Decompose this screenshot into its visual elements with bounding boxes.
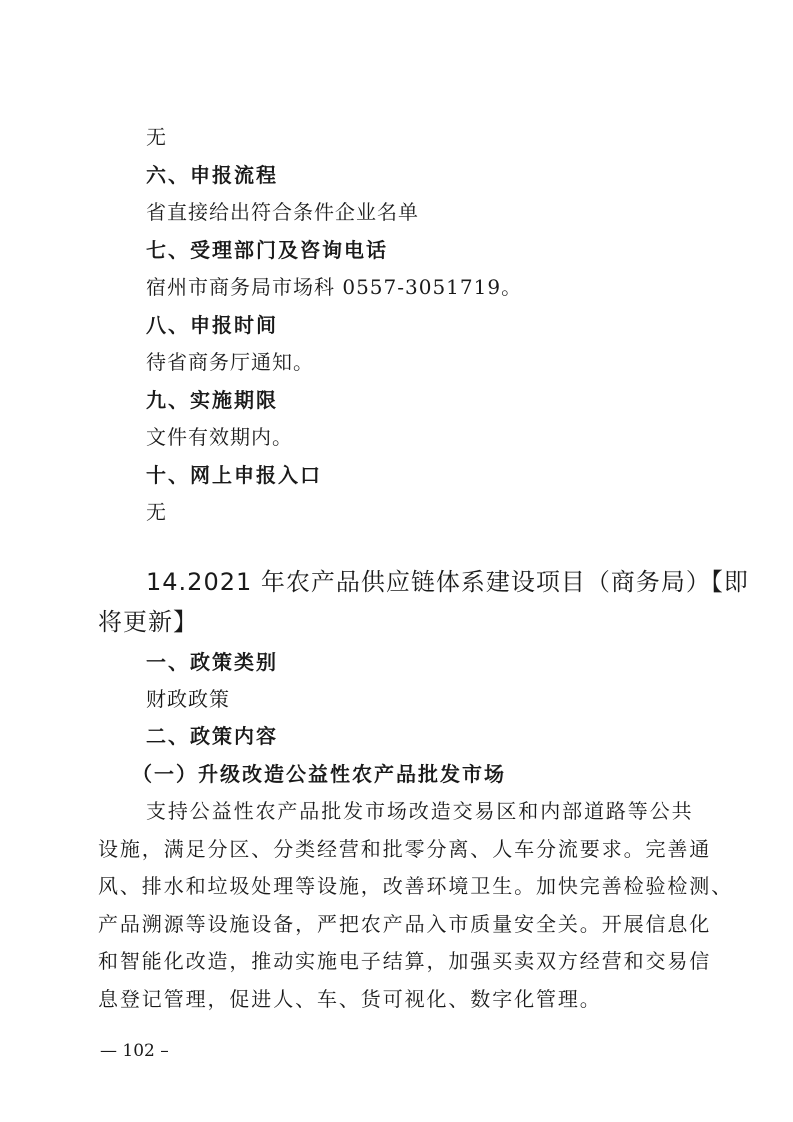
item9-heading: 九、实施期限: [146, 388, 278, 412]
item5-value: 无: [146, 125, 167, 149]
item6-heading: 六、申报流程: [146, 163, 278, 187]
paragraph-line: 风、排水和垃圾处理等设施，改善环境卫生。加快完善检验检测、: [98, 874, 734, 898]
item7-heading: 七、受理部门及咨询电话: [146, 238, 388, 262]
paragraph-line: 产品溯源等设施设备，严把农产品入市质量安全关。开展信息化: [98, 912, 712, 936]
section-title-line2: 将更新】: [98, 608, 198, 636]
item8-heading: 八、申报时间: [146, 313, 278, 337]
item10-heading: 十、网上申报入口: [146, 463, 322, 487]
paragraph-line: 息登记管理，促进人、车、货可视化、数字化管理。: [98, 987, 602, 1011]
policy-subheading: （一）升级改造公益性农产品批发市场: [132, 762, 506, 786]
item10-value: 无: [146, 500, 167, 524]
policy-category-value: 财政政策: [146, 687, 230, 711]
paragraph-line: 和智能化改造，推动实施电子结算，加强买卖双方经营和交易信: [98, 949, 712, 973]
item9-value: 文件有效期内。: [146, 425, 293, 449]
item8-value: 待省商务厅通知。: [146, 350, 314, 374]
item7-value: 宿州市商务局市场科 0557-3051719。: [146, 275, 523, 299]
section-title-line1: 14.2021 年农产品供应链体系建设项目（商务局）【即: [146, 568, 749, 596]
item6-value: 省直接给出符合条件企业名单: [146, 200, 419, 224]
paragraph-line: 支持公益性农产品批发市场改造交易区和内部道路等公共: [146, 799, 694, 823]
policy-category-heading: 一、政策类别: [146, 650, 278, 674]
policy-content-heading: 二、政策内容: [146, 724, 278, 748]
page-number: — 102 –: [100, 1041, 169, 1061]
paragraph-line: 设施，满足分区、分类经营和批零分离、人车分流要求。完善通: [98, 837, 712, 861]
